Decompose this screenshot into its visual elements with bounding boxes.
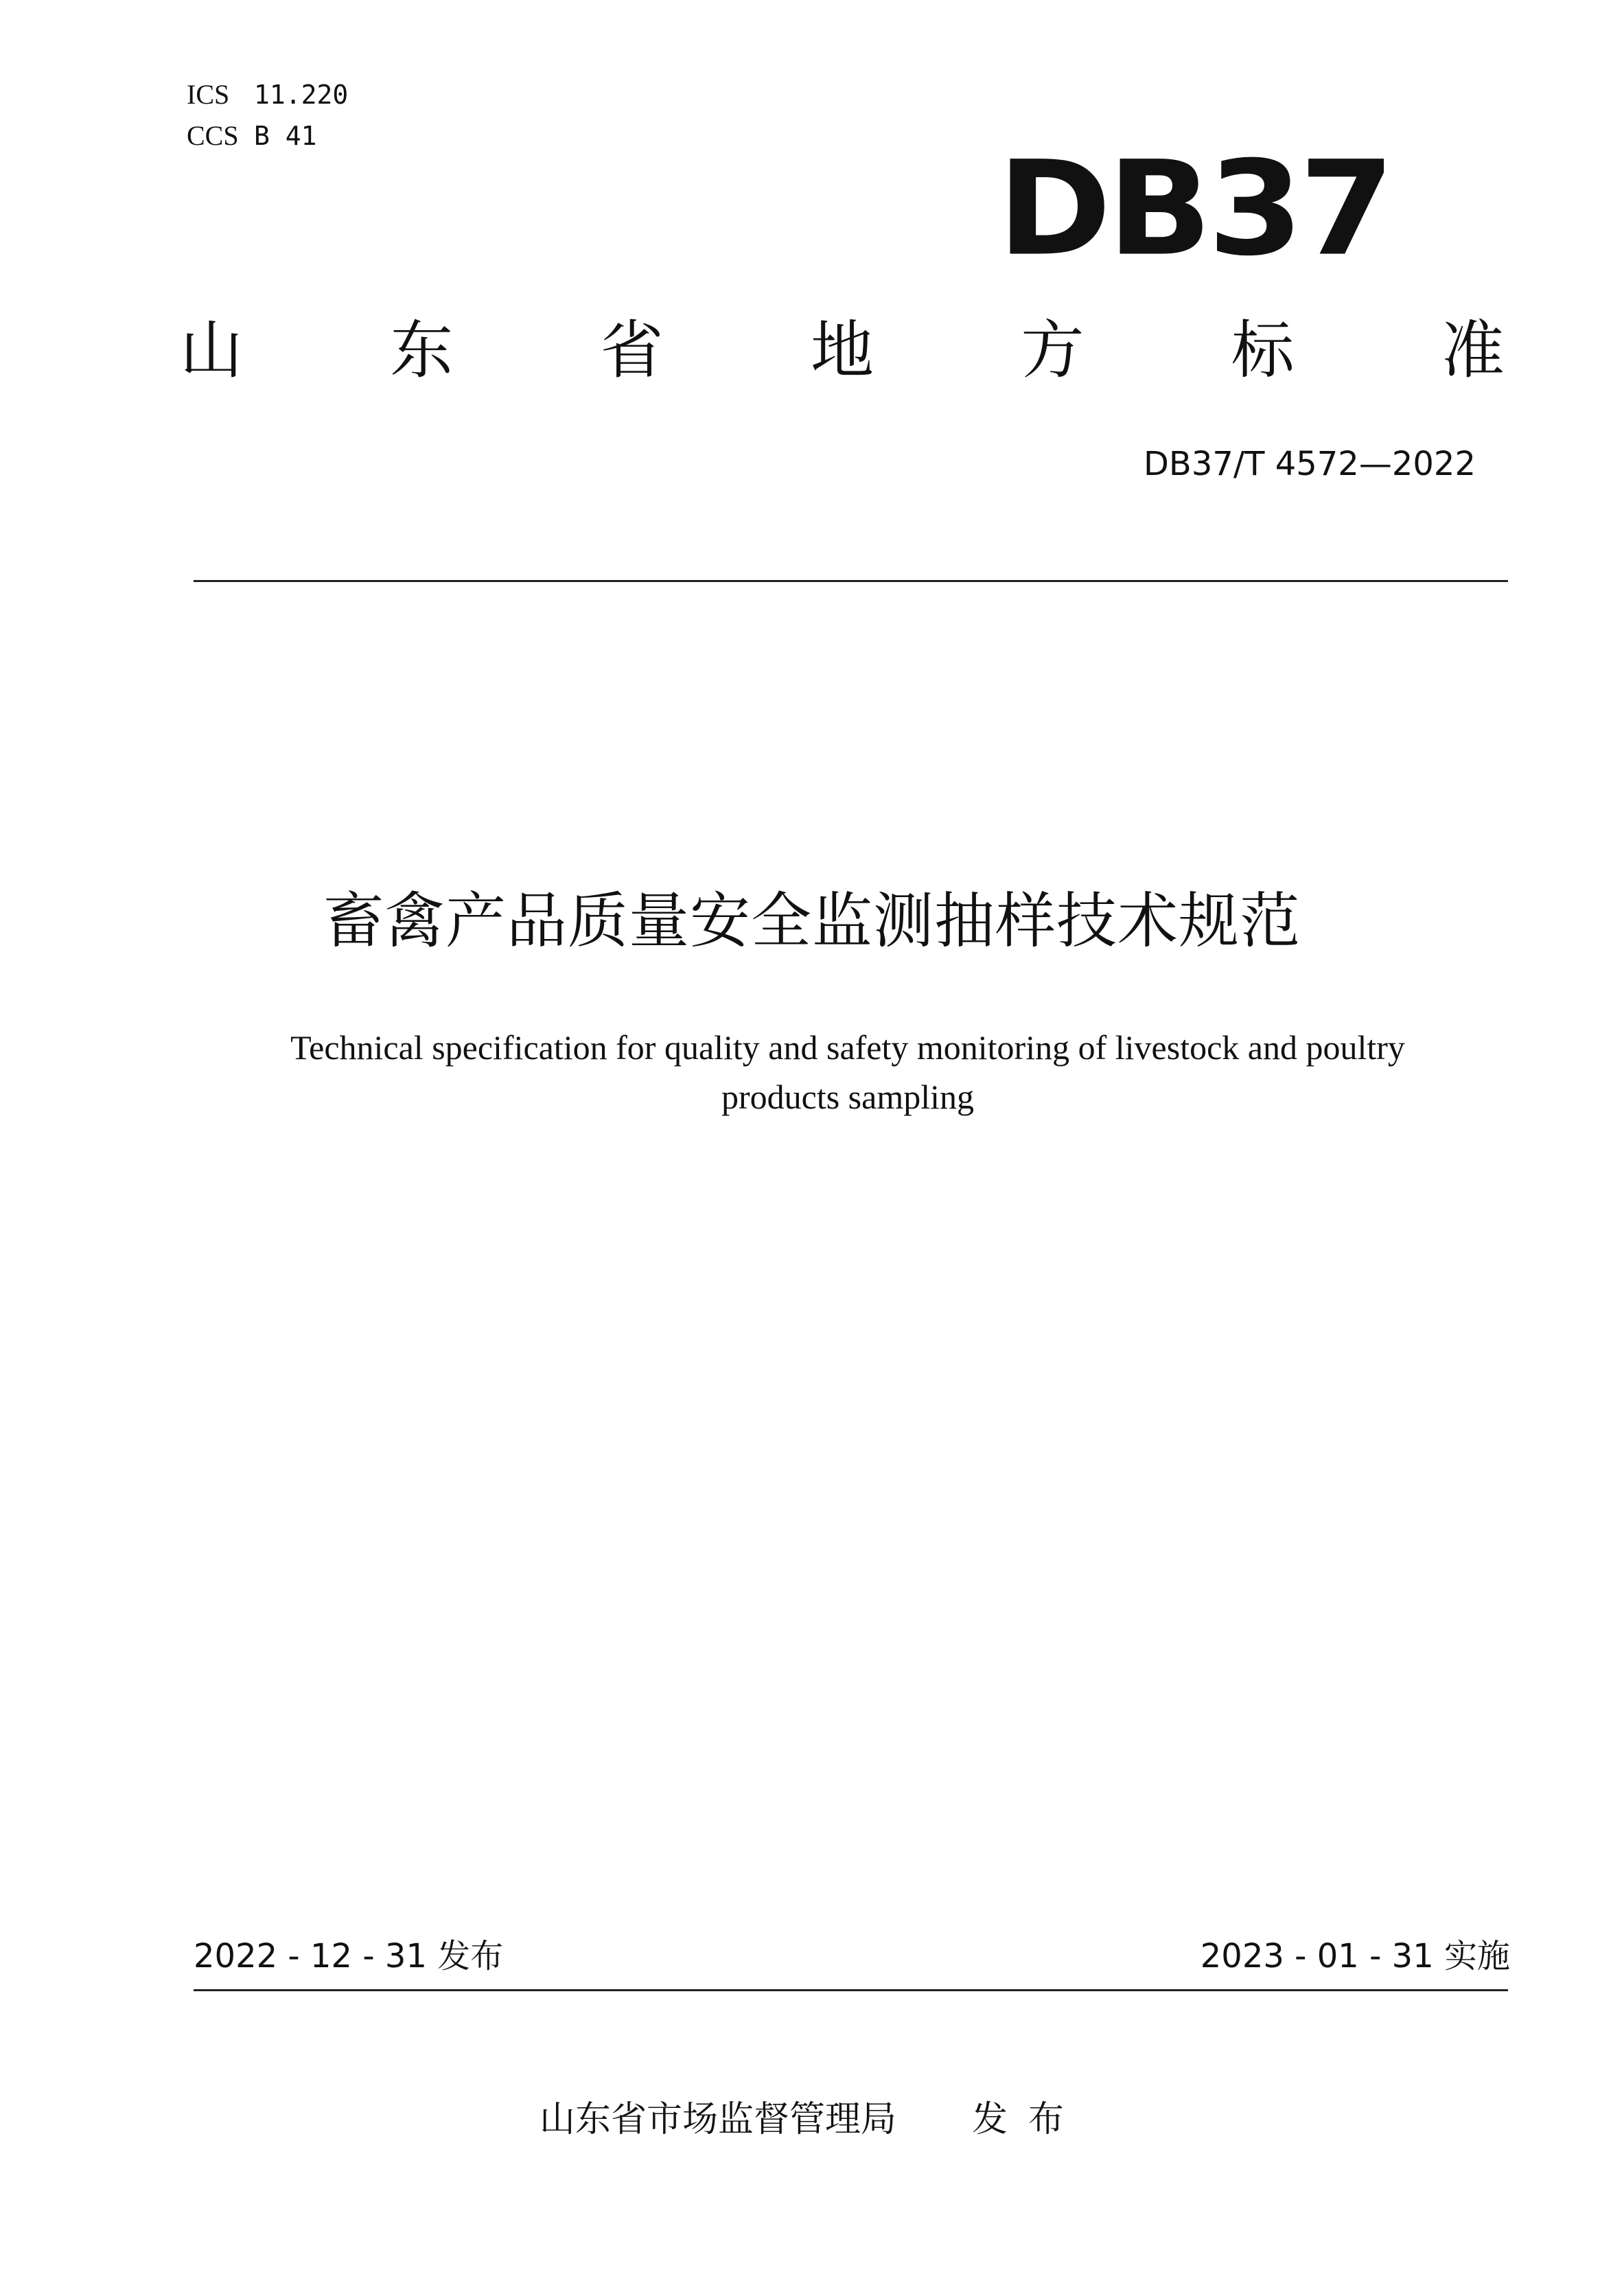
issuer-name: 山东省市场监督管理局 — [539, 2099, 896, 2140]
footer-divider — [194, 1989, 1508, 1991]
title-english-line-1: Technical specification for quality and safety monitoring of livestock and poultry — [290, 1028, 1405, 1067]
standard-type-char: 东 — [390, 314, 454, 387]
title-english-line-2: products sampling — [721, 1078, 975, 1116]
ccs-value: B 41 — [254, 121, 317, 151]
title-english — [206, 1023, 1489, 1122]
implementation-date: 2023 - 01 - 31 实施 — [1200, 1937, 1510, 1975]
standard-type-char: 标 — [1231, 314, 1295, 387]
standard-type-char: 省 — [600, 314, 664, 387]
issuer-action: 发布 — [972, 2099, 1085, 2140]
standard-type-char: 准 — [1441, 314, 1505, 387]
ics-code — [187, 81, 348, 108]
standard-type-char: 山 — [180, 314, 244, 387]
issuing-authority — [0, 2099, 1624, 2140]
standard-type-char: 方 — [1021, 314, 1084, 387]
header-divider — [194, 580, 1508, 582]
standard-number: DB37/T 4572—2022 — [1143, 445, 1476, 483]
ccs-label: CCS — [187, 120, 239, 151]
ics-value: 11.220 — [254, 80, 349, 110]
ics-label: ICS — [187, 79, 230, 110]
issue-date: 2022 - 12 - 31 发布 — [194, 1937, 504, 1975]
title-chinese: 畜禽产品质量安全监测抽样技术规范 — [323, 885, 1301, 956]
db37-logo: DB37 — [997, 132, 1391, 286]
standard-type-char: 地 — [810, 314, 874, 387]
ccs-code — [187, 122, 317, 150]
standard-type — [180, 314, 1505, 387]
